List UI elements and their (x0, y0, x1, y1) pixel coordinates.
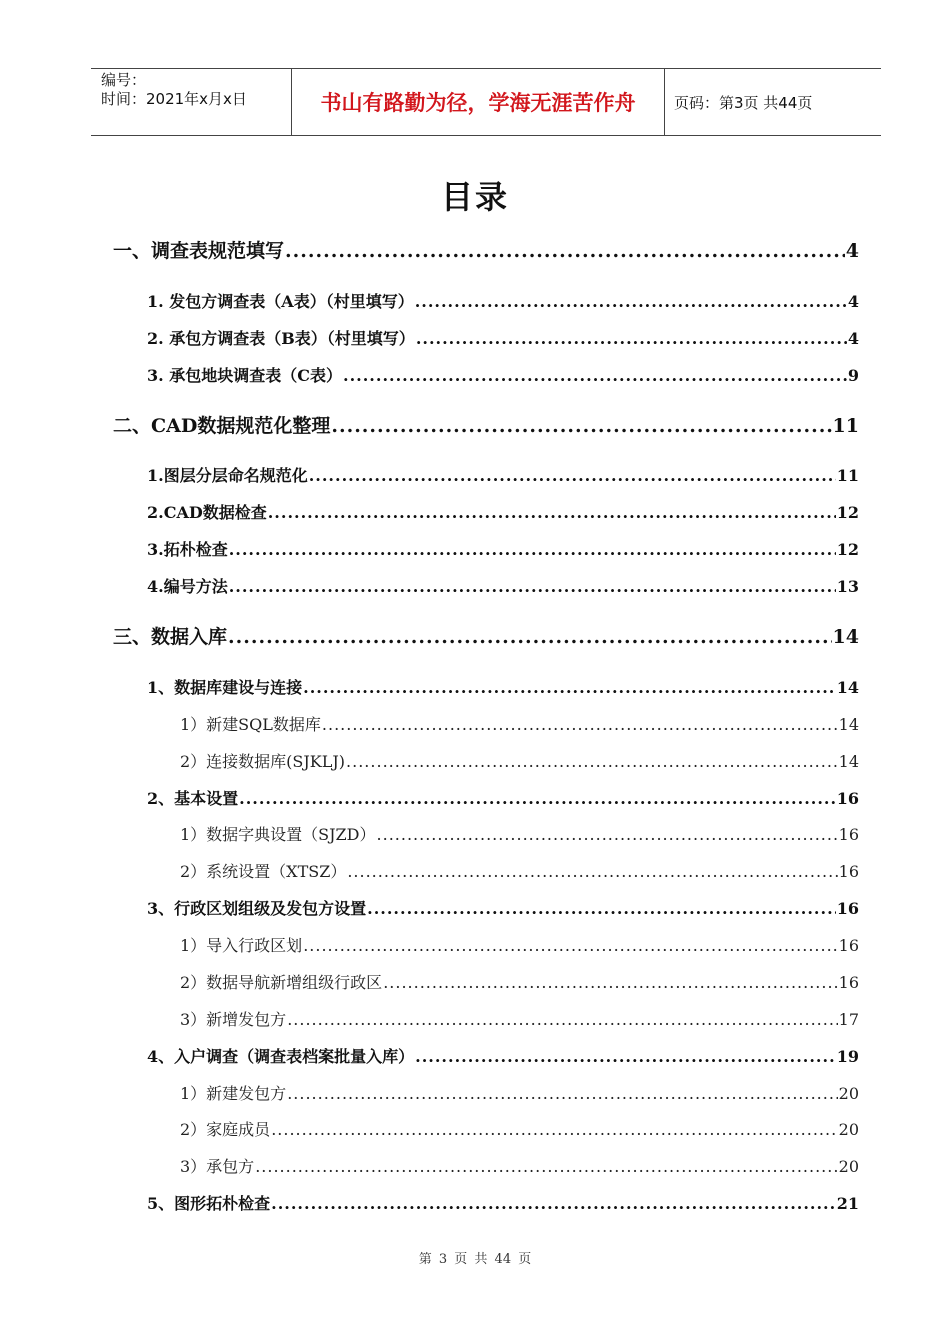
toc-entry-label: 二、CAD数据规范化整理 (113, 415, 331, 437)
header-page-info: 页码：第3页 共44页 (674, 93, 813, 112)
toc-leader (229, 540, 836, 559)
toc-entry[interactable] (180, 859, 859, 882)
toc-entry-page: 13 (836, 577, 859, 596)
toc-leader (309, 466, 836, 485)
toc-entry-page: 4 (845, 240, 859, 262)
toc-entry-label: 4、入户调查（调查表档案批量入库） (147, 1047, 415, 1066)
toc-entry[interactable] (180, 712, 859, 735)
toc-entry[interactable] (113, 236, 859, 263)
toc-leader (271, 1194, 836, 1213)
toc-entry-label: 1.图层分层命名规范化 (147, 466, 308, 485)
toc-entry-page: 16 (838, 973, 859, 992)
toc-leader (303, 678, 836, 697)
toc-leader (347, 862, 837, 881)
toc-entry-page: 11 (832, 415, 859, 437)
toc-entry-page: 14 (838, 752, 859, 771)
toc-entry[interactable] (147, 896, 859, 919)
toc-leader (416, 329, 847, 348)
toc-entry-label: 5、图形拓朴检查 (147, 1194, 271, 1213)
toc-entry-page: 20 (838, 1157, 859, 1176)
toc-entry-label: 1）导入行政区划 (180, 936, 303, 955)
toc-leader (228, 626, 832, 648)
toc-entry[interactable] (180, 749, 859, 772)
toc-entry[interactable] (113, 622, 859, 649)
toc-entry[interactable] (147, 574, 859, 597)
toc-entry-label: 3、行政区划组级及发包方设置 (147, 899, 367, 918)
toc-entry-page: 20 (838, 1120, 859, 1139)
page-footer: 第 3 页 共 44 页 (418, 1252, 532, 1267)
toc-entry-label: 1. 发包方调查表（A表）（村里填写） (147, 292, 414, 311)
toc-leader (377, 825, 838, 844)
toc-entry[interactable] (180, 933, 859, 956)
toc-entry[interactable] (147, 500, 859, 523)
toc-entry[interactable] (113, 411, 859, 438)
toc-leader (255, 1157, 837, 1176)
toc-entry[interactable] (147, 1044, 859, 1067)
header-time-label: 时间：2021年x月x日 (101, 90, 247, 108)
toc-leader (268, 503, 836, 522)
toc-entry-page: 14 (832, 626, 859, 648)
toc-entry-page: 19 (836, 1047, 859, 1066)
toc-entry[interactable] (180, 1081, 859, 1104)
header-motto: 书山有路勤为径，学海无涯苦作舟 (292, 69, 665, 135)
toc-entry-page: 11 (836, 466, 859, 485)
toc-entry-label: 三、数据入库 (113, 626, 228, 648)
toc-entry[interactable] (180, 1117, 859, 1140)
toc-leader (346, 752, 838, 771)
toc-leader (415, 1047, 836, 1066)
toc-entry-page: 9 (847, 366, 859, 385)
toc-entry-page: 20 (838, 1084, 859, 1103)
toc-entry-page: 16 (836, 899, 859, 918)
toc-leader (415, 292, 847, 311)
toc-entry-label: 4.编号方法 (147, 577, 228, 596)
toc-entry-page: 16 (838, 862, 859, 881)
page-title: 目录 (440, 178, 509, 216)
toc-leader (303, 936, 837, 955)
toc-entry[interactable] (147, 326, 859, 349)
toc-entry[interactable] (147, 675, 859, 698)
toc-leader (239, 789, 836, 808)
toc-leader (383, 973, 837, 992)
toc-leader (285, 240, 845, 262)
toc-entry-label: 2）连接数据库(SJKLJ) (180, 752, 346, 771)
toc-entry[interactable] (180, 970, 859, 993)
header-meta (91, 69, 292, 135)
toc-leader (322, 715, 838, 734)
toc-leader (287, 1010, 837, 1029)
toc-entry-page: 16 (838, 936, 859, 955)
header-number-label: 编号： (101, 71, 147, 89)
toc-entry[interactable] (180, 1007, 859, 1030)
toc-entry-label: 一、调查表规范填写 (113, 240, 285, 262)
toc-entry[interactable] (147, 537, 859, 560)
toc-leader (271, 1120, 837, 1139)
toc-entry-page: 14 (838, 715, 859, 734)
toc-entry-label: 1）新建发包方 (180, 1084, 287, 1103)
toc-entry[interactable] (147, 289, 859, 312)
toc-entry-page: 17 (838, 1010, 859, 1029)
toc-entry-label: 1）新建SQL数据库 (180, 715, 321, 734)
toc-entry-label: 3. 承包地块调查表（C表） (147, 366, 343, 385)
toc-entry-page: 16 (838, 825, 859, 844)
toc-entry-label: 2）系统设置（XTSZ） (180, 862, 347, 881)
toc-entry-page: 12 (836, 540, 859, 559)
toc-entry-page: 16 (836, 789, 859, 808)
toc-entry-page: 21 (836, 1194, 859, 1213)
toc-entry-page: 4 (847, 292, 859, 311)
toc-entry-label: 3.拓朴检查 (147, 540, 228, 559)
toc-entry[interactable] (147, 463, 859, 486)
toc-leader (343, 366, 847, 385)
toc-entry-label: 1）数据字典设置（SJZD） (180, 825, 376, 844)
toc-leader (229, 577, 836, 596)
toc-entry-page: 14 (836, 678, 859, 697)
toc-leader (367, 899, 836, 918)
toc-entry-label: 2）家庭成员 (180, 1120, 271, 1139)
page-header (91, 68, 881, 136)
toc-entry[interactable] (147, 786, 859, 809)
toc-entry-label: 3）承包方 (180, 1157, 255, 1176)
toc-entry-label: 2. 承包方调查表（B表）（村里填写） (147, 329, 415, 348)
toc-entry-page: 12 (836, 503, 859, 522)
toc-leader (287, 1084, 837, 1103)
toc-entry-label: 2.CAD数据检查 (147, 503, 267, 522)
toc-entry[interactable] (180, 822, 859, 845)
toc-entry-label: 1、数据库建设与连接 (147, 678, 303, 697)
toc-entry-label: 2）数据导航新增组级行政区 (180, 973, 383, 992)
toc-entry-page: 4 (847, 329, 859, 348)
toc-entry[interactable] (147, 1191, 859, 1214)
toc-entry-label: 2、基本设置 (147, 789, 239, 808)
toc-entry[interactable] (180, 1154, 859, 1177)
toc-entry[interactable] (147, 363, 859, 386)
toc-entry-label: 3）新增发包方 (180, 1010, 287, 1029)
toc-leader (331, 415, 831, 437)
